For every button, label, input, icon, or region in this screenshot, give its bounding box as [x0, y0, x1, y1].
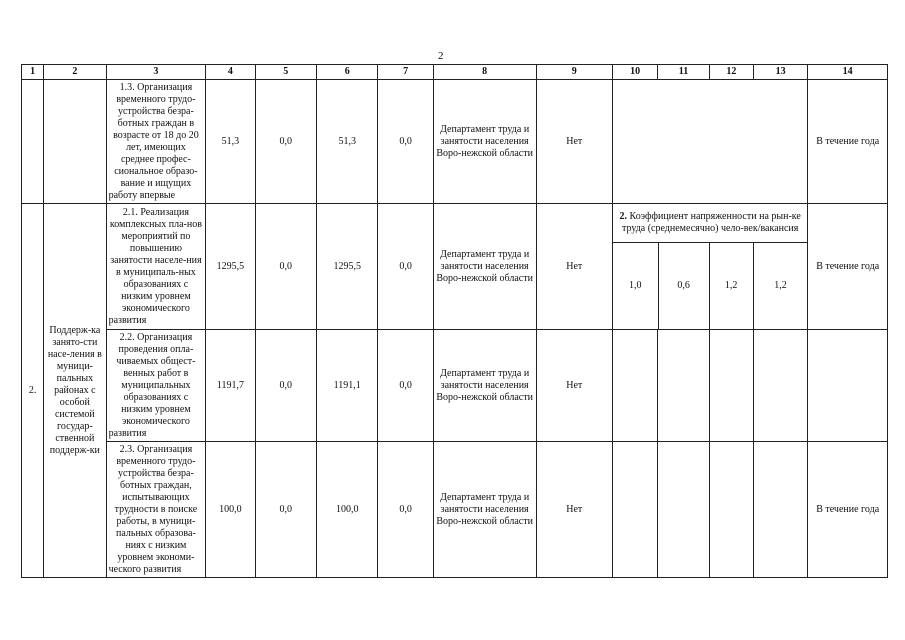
- value-cell: 51,3: [206, 80, 255, 204]
- indicator-value: 1,0: [613, 243, 658, 330]
- header-cell: 5: [255, 65, 316, 80]
- value-cell: 0,0: [378, 330, 433, 442]
- value-cell: Нет: [536, 204, 613, 330]
- header-cell: 9: [536, 65, 613, 80]
- value-cell: 1295,5: [317, 204, 378, 330]
- value-cell: 0,0: [255, 204, 316, 330]
- table-row: [22, 330, 888, 442]
- header-cell: 4: [206, 65, 255, 80]
- value-cell: Нет: [536, 80, 613, 204]
- term-cell: В течение года: [808, 204, 888, 330]
- measure-text: 1.3. Организация временного трудо-устройства безра-ботных граждан в возрасте от 18 до 20 лет, имеющих среднее профес-сиональное образо-вание и ищущих работу впервые: [106, 80, 206, 204]
- header-row: [22, 65, 888, 80]
- table-row: [22, 80, 888, 204]
- indicator-value: 1,2: [774, 280, 787, 291]
- empty-cell: [613, 330, 658, 442]
- term-cell: В течение года: [808, 442, 888, 578]
- value-cell: 100,0: [317, 442, 378, 578]
- empty-cell: [709, 442, 753, 578]
- indicator-table: [613, 204, 807, 329]
- program-measures-table: [21, 64, 888, 578]
- empty-cell: [613, 442, 658, 578]
- section-name: Поддерж-ка занято-сти насе-ления в муници-пальных районах с особой системой государ-ственной поддерж-ки: [44, 204, 106, 578]
- indicator-number: 2.: [619, 211, 628, 222]
- indicator-block: [613, 204, 808, 330]
- indicator-value: 1,2: [709, 243, 753, 330]
- header-cell: 11: [658, 65, 709, 80]
- header-cell: 8: [433, 65, 536, 80]
- indicator-title: [613, 204, 807, 243]
- empty-cell: [613, 80, 808, 204]
- value-cell: 1191,7: [206, 330, 255, 442]
- value-cell: 0,0: [378, 80, 433, 204]
- header-cell: 7: [378, 65, 433, 80]
- value-cell: 0,0: [255, 442, 316, 578]
- value-cell: 1191,1: [317, 330, 378, 442]
- value-cell: 0,0: [255, 330, 316, 442]
- value-cell: 51,3: [317, 80, 378, 204]
- indicator-value: 0,6: [658, 243, 709, 330]
- measure-text: 2.1. Реализация комплексных пла-нов мероприятий по повышению занятости населе-ния в муниципаль-ных образованиях с низким уровнем экономического развития: [106, 204, 206, 330]
- header-cell: 13: [753, 65, 807, 80]
- table-row: [22, 204, 888, 330]
- indicator-label: Коэффициент напряженности на рын-ке труда (среднемесячно) чело-век/вакансия: [621, 211, 801, 234]
- header-cell: 10: [613, 65, 658, 80]
- empty-cell: [44, 80, 106, 204]
- header-cell: 12: [709, 65, 753, 80]
- term-cell: В течение года: [808, 80, 888, 204]
- header-cell: 14: [808, 65, 888, 80]
- executor-cell: Департамент труда и занятости населения Воро-нежской области: [433, 442, 536, 578]
- empty-cell: [658, 442, 709, 578]
- header-cell: 2: [44, 65, 106, 80]
- measure-text: 2.3. Организация временного трудо-устройства безра-ботных граждан, испытывающих трудности в поиске работы, в муници-пальных образова-ниях с низким уровнем экономи-ческого развития: [106, 442, 206, 578]
- executor-cell: Департамент труда и занятости населения Воро-нежской области: [433, 330, 536, 442]
- value-cell: Нет: [536, 330, 613, 442]
- value-cell: 0,0: [378, 204, 433, 330]
- value-cell: 0,0: [255, 80, 316, 204]
- empty-cell: [709, 330, 753, 442]
- empty-cell: [753, 442, 807, 578]
- header-cell: 6: [317, 65, 378, 80]
- table-row: [22, 442, 888, 578]
- measure-text: 2.2. Организация проведения опла-чиваемых общест-венных работ в муниципальных образованиях с низким уровнем экономического развития: [106, 330, 206, 442]
- executor-cell: Департамент труда и занятости населения Воро-нежской области: [433, 204, 536, 330]
- empty-cell: [753, 330, 807, 442]
- header-cell: 3: [106, 65, 206, 80]
- page-number: 2: [438, 50, 444, 62]
- empty-cell: [658, 330, 709, 442]
- value-cell: 1295,5: [206, 204, 255, 330]
- value-cell: 100,0: [206, 442, 255, 578]
- empty-cell: [808, 330, 888, 442]
- executor-cell: Департамент труда и занятости населения Воро-нежской области: [433, 80, 536, 204]
- value-cell: Нет: [536, 442, 613, 578]
- section-number: 2.: [22, 204, 44, 578]
- header-cell: 1: [22, 65, 44, 80]
- value-cell: 0,0: [378, 442, 433, 578]
- empty-cell: [22, 80, 44, 204]
